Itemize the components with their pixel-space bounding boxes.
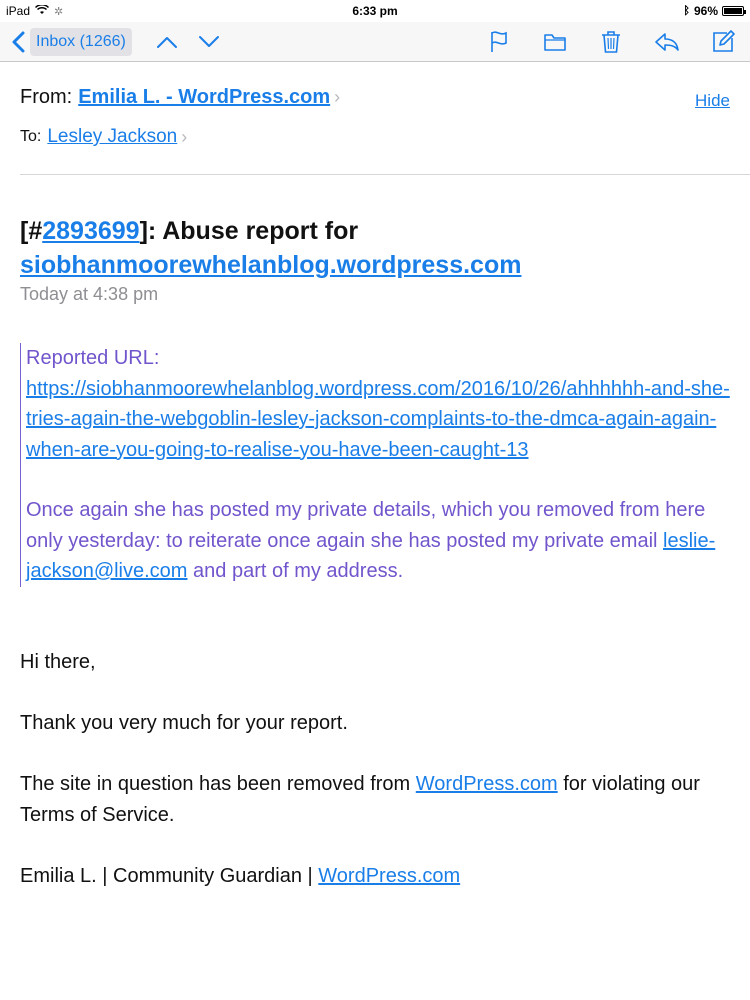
message-actions (484, 27, 738, 57)
complaint-email-link[interactable]: leslie-jackson@live.com (26, 529, 716, 582)
down-arrow-icon[interactable] (194, 27, 224, 57)
message-nav (152, 27, 224, 57)
recipient-name[interactable]: Lesley Jackson (47, 126, 178, 147)
chevron-right-icon: › (181, 126, 188, 147)
subject-prefix: [# (20, 217, 43, 245)
wordpress-link[interactable]: WordPress.com (415, 773, 558, 795)
back-chevron-icon[interactable] (8, 27, 28, 57)
status-time: 6:33 pm (352, 4, 398, 18)
compose-icon[interactable] (708, 27, 738, 57)
folder-icon[interactable] (540, 27, 570, 57)
complaint-text: Once again she has posted my private details, which you removed from here only yesterday: to reiterate once again she has posted my private email leslie-jackson@live.com and part of my address. (26, 499, 716, 582)
trash-icon[interactable] (596, 27, 626, 57)
from-row (20, 86, 340, 109)
status-bar (0, 0, 750, 22)
signature-wordpress-link[interactable]: WordPress.com (318, 864, 461, 887)
mail-toolbar (0, 22, 750, 62)
reported-url-link[interactable]: https://siobhanmoorewhelanblog.wordpress.com/2016/10/26/ahhhhhh-and-she-tries-again-the-webgoblin-lesley-jackson-complaints-to-the-dmca-again-again-when-are-you-going-to-realise-you-have-been-caught-13 (26, 377, 730, 461)
back-button[interactable] (8, 27, 132, 57)
header-divider (20, 174, 750, 175)
device-name: iPad (6, 4, 31, 18)
bluetooth-icon: ᛒ (683, 5, 690, 17)
email-body (20, 647, 720, 922)
inbox-button[interactable]: Inbox (1266) (30, 28, 132, 56)
signature: Emilia L. | Community Guardian | WordPress.com (20, 864, 461, 887)
sender-name[interactable]: Emilia L. - WordPress.com (78, 86, 331, 108)
subject-site-link[interactable]: siobhanmoorewhelanblog.wordpress.com (20, 251, 522, 279)
reported-url-label: Reported URL: (26, 347, 160, 369)
to-label: To: (20, 128, 42, 145)
hide-details-link[interactable]: Hide (695, 91, 730, 110)
from-label: From: (20, 86, 73, 108)
up-arrow-icon[interactable] (152, 27, 182, 57)
quoted-report (20, 343, 730, 587)
thanks-line: Thank you very much for your report. (20, 712, 348, 734)
activity-icon: ✲ (54, 5, 64, 18)
battery-percent: 96% (693, 4, 718, 18)
subject-middle: ]: Abuse report for (139, 217, 359, 245)
to-row (20, 126, 187, 148)
removed-line: The site in question has been removed from WordPress.com for violating our Terms of Service. (20, 773, 700, 826)
greeting: Hi there, (20, 651, 96, 673)
email-subject (20, 214, 720, 282)
flag-icon[interactable] (484, 27, 514, 57)
email-date: Today at 4:38 pm (20, 284, 159, 304)
status-right (683, 4, 744, 18)
reply-icon[interactable] (652, 27, 682, 57)
chevron-right-icon: › (334, 87, 341, 107)
battery-icon (722, 6, 744, 16)
ticket-number-link[interactable]: 2893699 (42, 217, 140, 245)
